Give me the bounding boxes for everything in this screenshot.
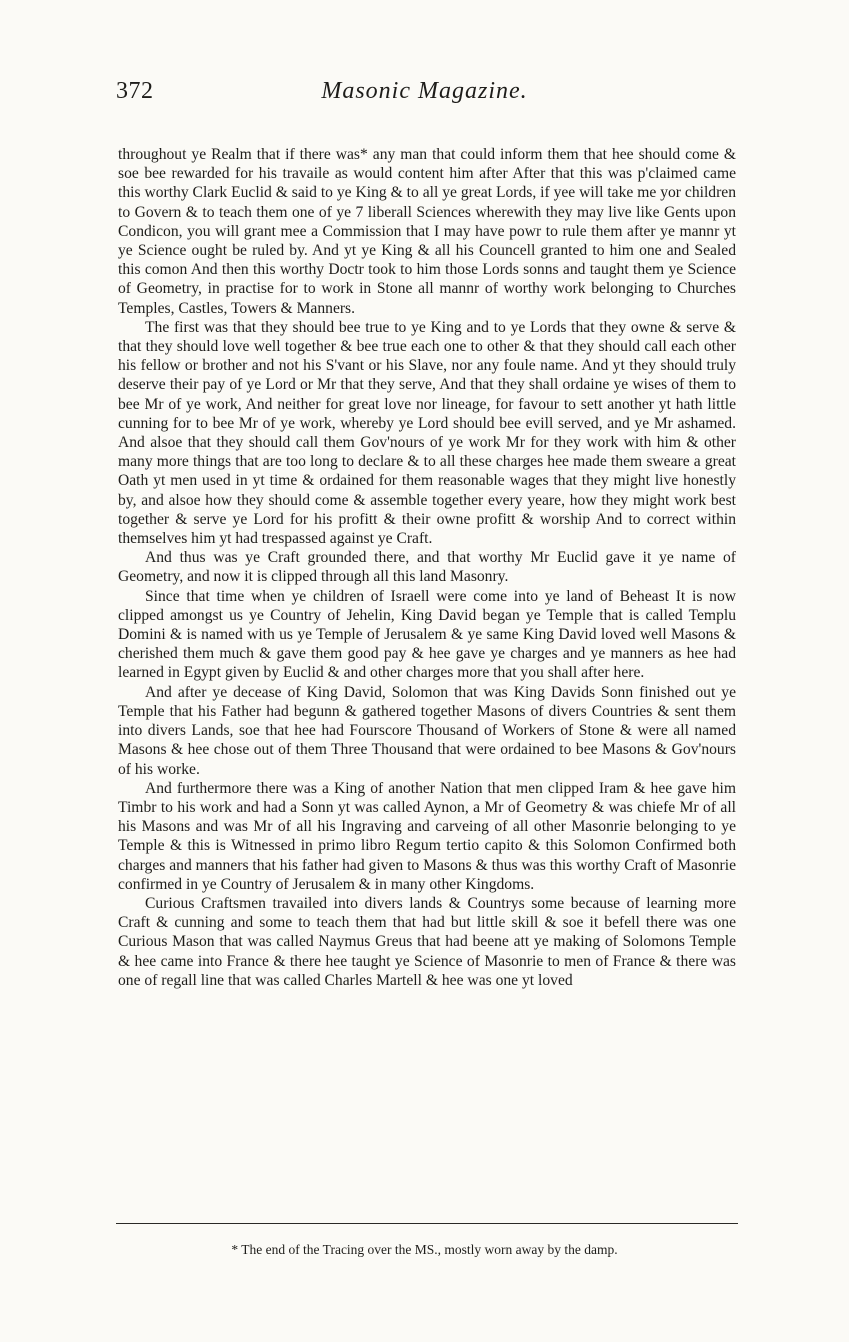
paragraph-5: And after ye decease of King David, Solomon that was King Davids Sonn finished out ye Temple that his Father had begunn & gathered together Masons of divers Countries & sent them into divers Lands, soe that hee had Fourscore Thousand of Workers of Stone & were all named Masons & hee chose out of them Three Thousand that were ordained to bee Masons & Gov'nours of his worke. (118, 683, 736, 778)
paragraph-3: And thus was ye Craft grounded there, and that worthy Mr Euclid gave it ye name of Geometry, and now it is clipped through all this land Masonry. (118, 549, 736, 586)
paragraph-4: Since that time when ye children of Israell were come into ye land of Beheast It is now clipped amongst us ye Country of Jehelin, King David began ye Temple that is called Templu Domini & is named with us ye Temple of Jerusalem & ye same King David loved well Masons & cherished them much & gave them good pay & hee gave ye charges and ye manners as hee had learned in Egypt given by Euclid & and other charges more that you shall after here. (118, 587, 736, 682)
paragraph-6: And furthermore there was a King of another Nation that men clipped Iram & hee gave him Timbr to his work and had a Sonn yt was called Aynon, a Mr of Geometry & was chiefe Mr of all his Masons and was Mr of all his Ingraving and carveing of all other Masonrie belonging to ye Temple & this is Witnessed in primo libro Regum tertio capito & this Solomon Confirmed both charges and manners that his father had given to Masons & thus was this worthy Craft of Masonrie confirmed in ye Country of Jerusalem & in many other Kingdoms. (118, 779, 736, 893)
body-text (118, 145, 736, 990)
footnote-divider (116, 1223, 738, 1224)
paragraph-1: throughout ye Realm that if there was* any man that could inform them that hee should come & soe bee rewarded for his travaile as would content him after After that this was p'claimed came this worthy Clark Euclid & said to ye King & to all ye great Lords, if yee will take me yor children to Govern & to teach them one of ye 7 liberall Sciences wherewith they may live like Gents upon Condicon, you will grant mee a Commission that I may have powr to rule them after ye mannr yt ye Science ought be ruled by. And yt ye King & all his Councell granted to him one and Sealed this comon And then this worthy Doctr took to him those Lords sonns and taught them ye Science of Geometry, in practise for to work in Stone all mannr of worthy work belonging to Churches Temples, Castles, Towers & Manners. (118, 146, 736, 317)
page-number: 372 (116, 78, 154, 104)
running-title: Masonic Magazine. (321, 78, 528, 104)
paragraph-2: The first was that they should bee true to ye King and to ye Lords that they owne & serve & that they should love well together & bee true each one to other & that they should call each other his fellow or brother and not his S'vant or his Slave, nor any foule name. And yt they should truly deserve their pay of ye Lord or Mr that they serve, And that they shall ordaine ye wises of them to bee Mr of ye work, And neither for great love nor lineage, for favour to sett another yt hath little cunning for to bee Mr of ye work, whereby ye Lord should bee evill served, and ye Mr ashamed. And alsoe that they should call them Gov'nours of ye work Mr for they work with him & other many more things that are too long to declare & to all these charges hee made them sweare a great Oath yt men used in yt time & ordained for them reasonable wages that they might live honestly by, and alsoe how they should come & assemble together every yeare, how they might work best together & serve ye Lord for his profitt & their owne profitt & worship And to correct within themselves him yt had trespassed against ye Craft. (118, 318, 736, 548)
footnote: * The end of the Tracing over the MS., mostly worn away by the damp. (231, 1242, 618, 1257)
paragraph-7: Curious Craftsmen travailed into divers lands & Countrys some because of learning more Craft & cunning and some to teach them that had but little skill & soe it befell there was one Curious Mason that was called Naymus Greus that had beene att ye making of Solomons Temple & hee came into France & there hee taught ye Science of Masonrie to men of France & there was one of regall line that was called Charles Martell & hee was one yt loved (118, 894, 736, 989)
